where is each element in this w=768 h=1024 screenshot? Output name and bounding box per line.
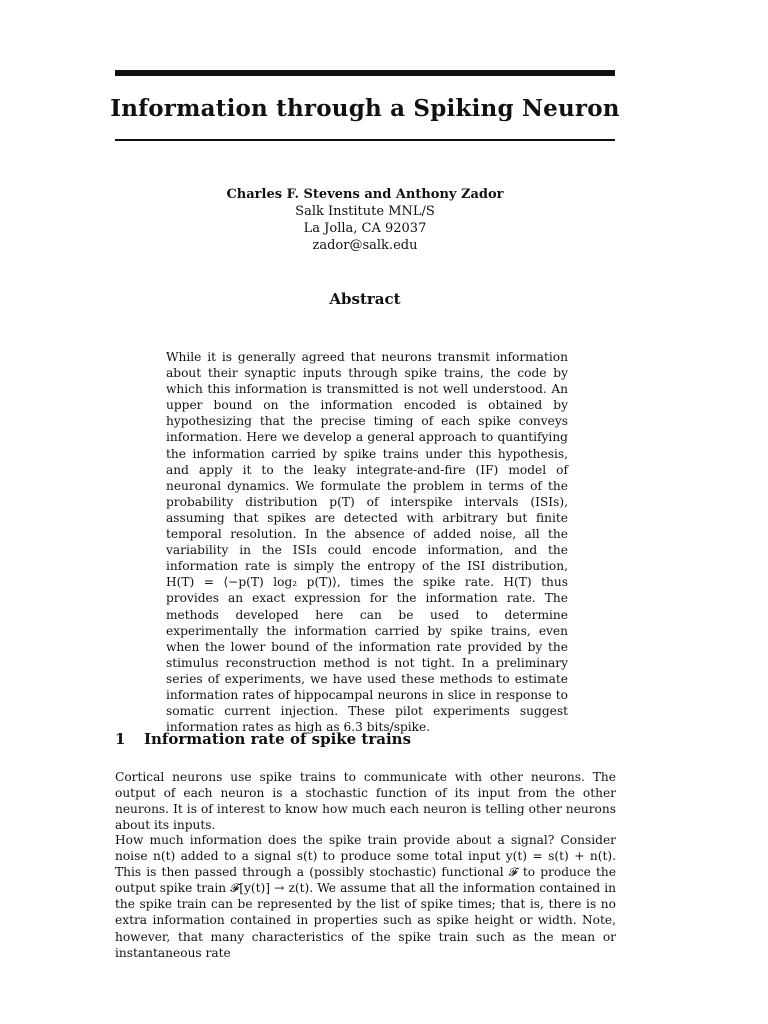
author-location: La Jolla, CA 92037 [303,221,427,236]
author-email: zador@salk.edu [312,238,418,253]
top-thick-rule [115,70,615,76]
abstract-body: While it is generally agreed that neurons transmit information about their synaptic inputs through spike trains, the code by which this information is transmitted is not well understood. An upper bound on the information encoded is obtained by hypothesizing that the precise timing of each spike conveys information. Here we develop a general approach to quantifying the information carried by spike trains under this hypothesis, and apply it to the leaky integrate-and-fire (IF) model of neuronal dynamics. We formulate the problem in terms of the probability distribution p(T) of interspike intervals (ISIs), assuming that spikes are detected with arbitrary but finite temporal resolution. In the absence of added noise, all the variability in the ISIs could encode information, and the information rate is simply the entropy of the ISI distribution, H(T) = ⟨−p(T) log₂ p(T)⟩, times the spike rate. H(T) thus provides an exact expression for the information rate. The methods developed here can be used to determine experimentally the information carried by spike trains, even when the lower bound of the information rate provided by the stimulus reconstruction method is not tight. In a preliminary series of experiments, we have used these methods to estimate information rates of hippocampal neurons in slice in response to somatic current injection. These pilot experiments suggest information rates as high as 6.3 bits/spike. [166,350,568,735]
abstract-heading: Abstract [329,290,401,308]
section-1-title: Information rate of spike trains [144,730,412,748]
section-1-paragraph-1: Cortical neurons use spike trains to communicate with other neurons. The output of each neuron is a stochastic function of its input from the other neurons. It is of interest to know how much each neuron is telling other neurons about its inputs. [115,770,616,833]
section-1-heading [115,730,615,748]
title-underline-rule [115,139,615,141]
section-1-number: 1 [115,730,126,748]
author-names: Charles F. Stevens and Anthony Zador [226,187,504,202]
paper-title: Information through a Spiking Neuron [110,95,620,122]
section-1-paragraph-2: How much information does the spike train provide about a signal? Consider noise n(t) added to a signal s(t) to produce some total input y(t) = s(t) + n(t). This is then passed through a (possibly stochastic) functional 𝓕 to produce the output spike train 𝓕[y(t)] → z(t). We assume that all the information contained in the spike train can be represented by the list of spike times; that is, there is no extra information contained in properties such as spike height or width. Note, however, that many characteristics of the spike train such as the mean or instantaneous rate [115,833,616,960]
author-affiliation: Salk Institute MNL/S [295,204,435,219]
author-block [100,186,630,254]
